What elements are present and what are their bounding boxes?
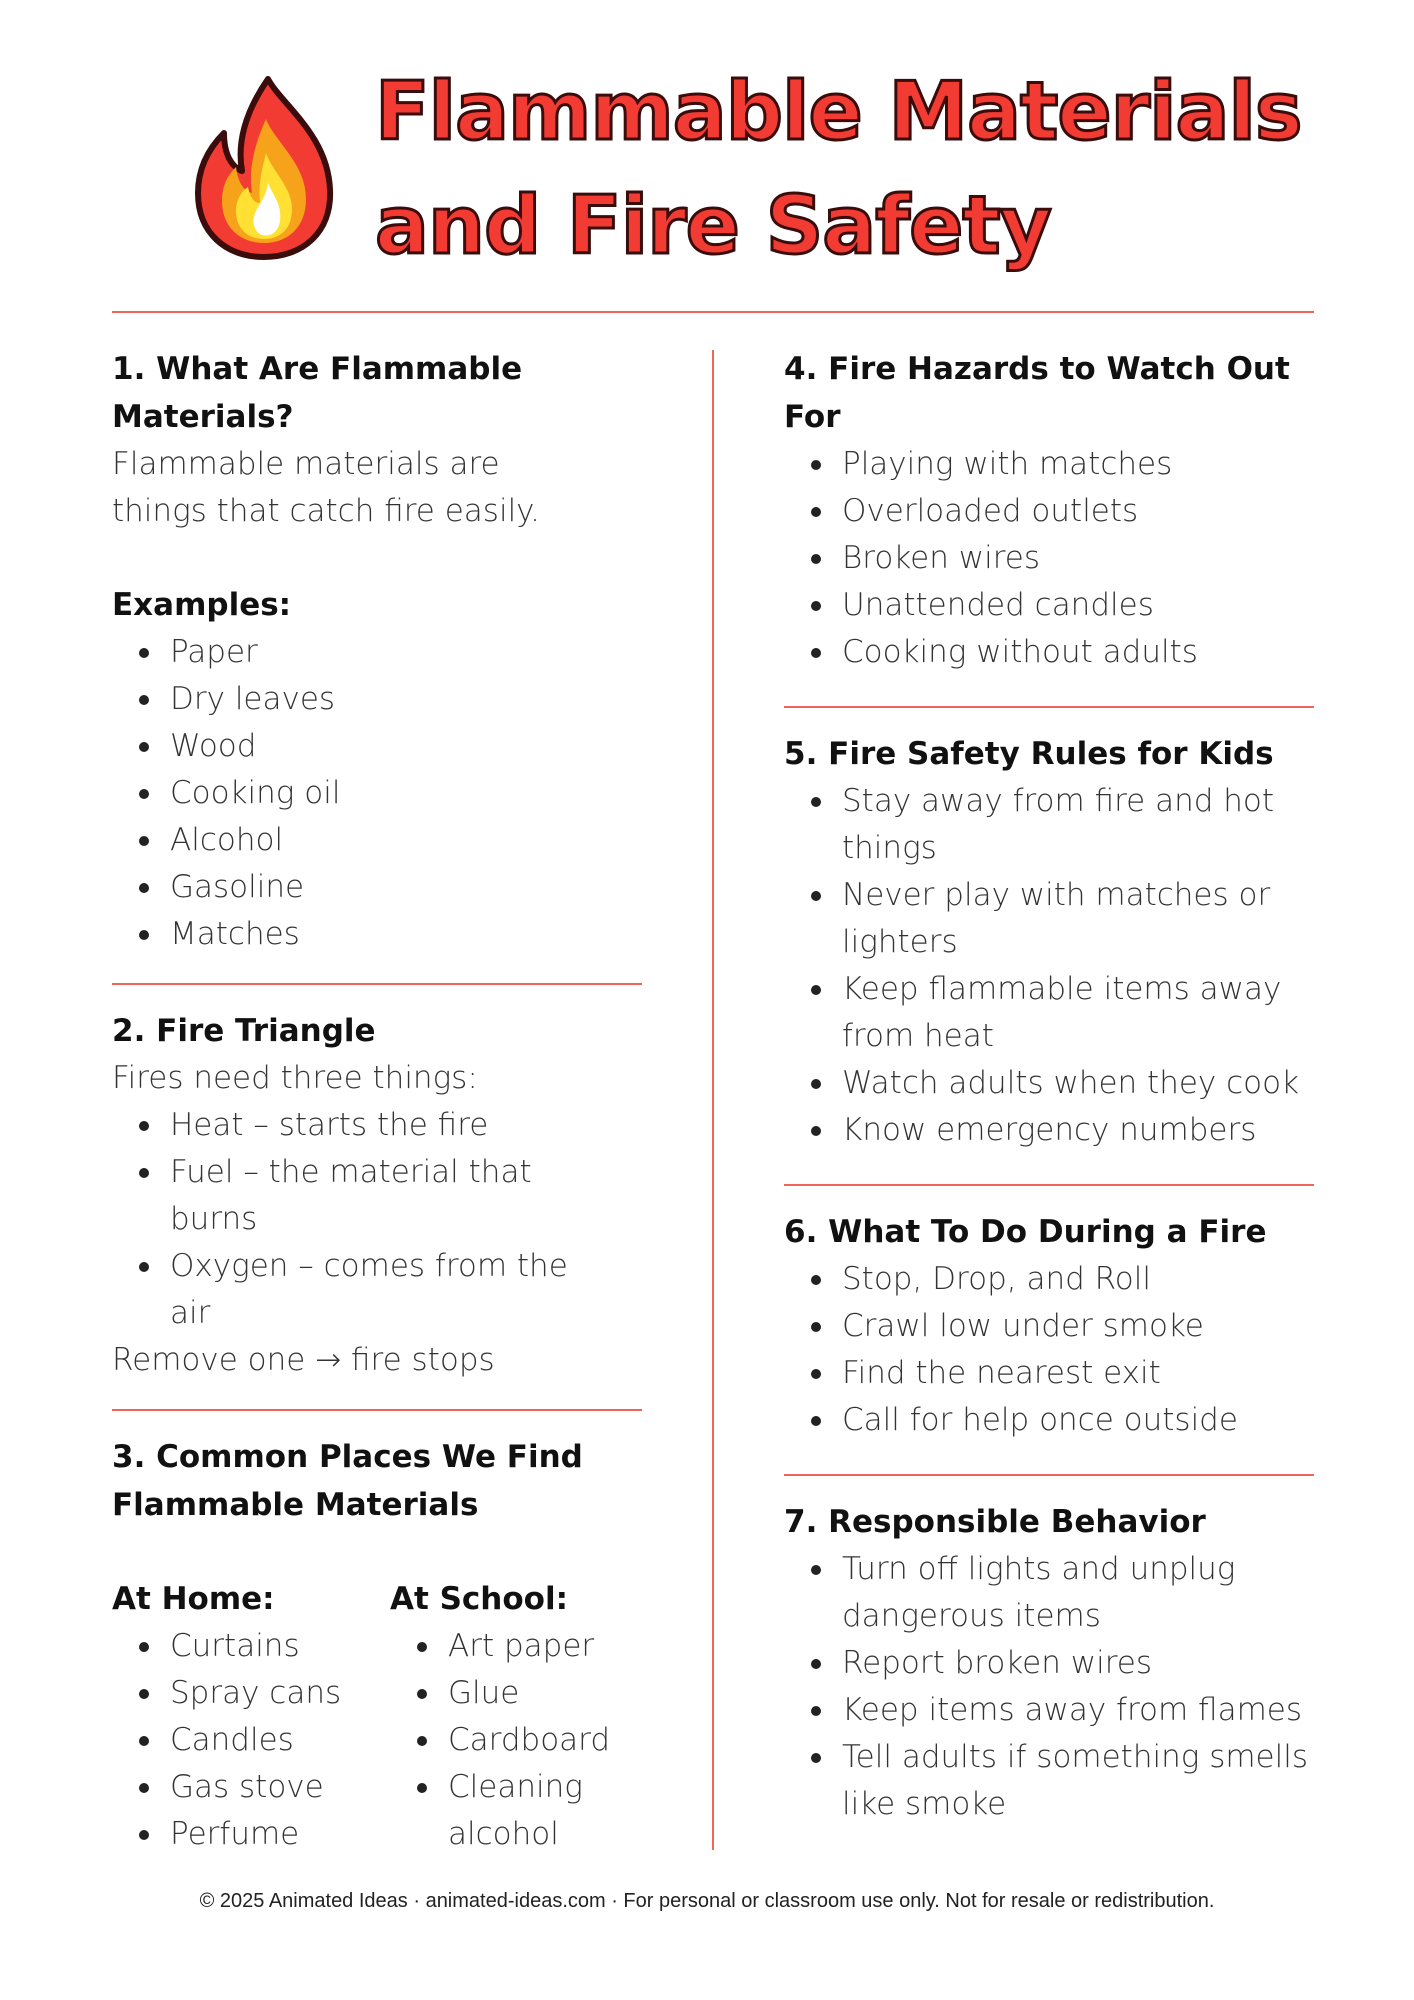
list-item: Cooking without adults xyxy=(842,629,1314,676)
section-during-fire xyxy=(784,1208,1314,1444)
behavior-list xyxy=(784,1546,1312,1828)
header xyxy=(190,55,1330,275)
at-school-label: At School: xyxy=(390,1581,568,1617)
list-item: Dry leaves xyxy=(170,676,642,723)
section-title: 2. Fire Triangle xyxy=(112,1013,376,1049)
section-divider xyxy=(784,1474,1314,1476)
section-text: Remove one → fire stops xyxy=(112,1342,495,1378)
at-home-column xyxy=(112,1576,390,1858)
section-divider xyxy=(112,1409,642,1411)
list-item: Overloaded outlets xyxy=(842,488,1314,535)
section-divider xyxy=(784,1184,1314,1186)
list-item: Spray cans xyxy=(170,1670,390,1717)
section-what-are-flammable xyxy=(112,345,642,958)
section-title: 4. Fire Hazards to Watch Out For xyxy=(784,351,1290,435)
footer-copyright: © 2025 Animated Ideas · animated-ideas.com · For personal or classroom use only. Not for resale or redistribution. xyxy=(199,1890,1215,1912)
list-item: Know emergency numbers xyxy=(842,1107,1312,1154)
list-item: Tell adults if something smells like smoke xyxy=(842,1734,1312,1828)
list-item: Playing with matches xyxy=(842,441,1314,488)
at-school-list xyxy=(390,1623,618,1858)
list-item: Paper xyxy=(170,629,642,676)
list-item: Gas stove xyxy=(170,1764,390,1811)
section-title: 5. Fire Safety Rules for Kids xyxy=(784,736,1274,772)
section-divider xyxy=(112,983,642,985)
list-item: Fuel – the material that burns xyxy=(170,1149,590,1243)
list-item: Candles xyxy=(170,1717,390,1764)
section-text: Fires need three things: xyxy=(112,1060,478,1096)
at-home-list xyxy=(112,1623,390,1858)
list-item: Report broken wires xyxy=(842,1640,1312,1687)
fire-icon xyxy=(190,75,340,260)
examples-label: Examples: xyxy=(112,587,292,623)
section-title: 7. Responsible Behavior xyxy=(784,1504,1206,1540)
list-item: Never play with matches or lighters xyxy=(842,872,1312,966)
list-item: Turn off lights and unplug dangerous items xyxy=(842,1546,1312,1640)
list-item: Cooking oil xyxy=(170,770,642,817)
list-item: Call for help once outside xyxy=(842,1397,1314,1444)
section-title: 3. Common Places We Find Flammable Materials xyxy=(112,1439,583,1523)
section-divider xyxy=(784,706,1314,708)
at-school-column xyxy=(390,1576,640,1858)
list-item: Matches xyxy=(170,911,642,958)
page-title xyxy=(375,55,1302,283)
section-fire-hazards xyxy=(784,345,1314,676)
list-item: Glue xyxy=(448,1670,618,1717)
section-common-places xyxy=(112,1433,642,1858)
section-fire-triangle xyxy=(112,1007,642,1384)
during-fire-list xyxy=(784,1256,1314,1444)
section-title: 1. What Are Flammable Materials? xyxy=(112,351,523,435)
right-column xyxy=(784,345,1314,1828)
at-home-label: At Home: xyxy=(112,1581,275,1617)
title-line-1: Flammable Materials xyxy=(375,65,1302,158)
list-item: Find the nearest exit xyxy=(842,1350,1314,1397)
section-text: Flammable materials are things that catch fire easily. xyxy=(112,446,540,529)
list-item: Keep flammable items away from heat xyxy=(842,966,1312,1060)
section-title: 6. What To Do During a Fire xyxy=(784,1214,1267,1250)
left-column xyxy=(112,345,642,1858)
examples-list xyxy=(112,629,642,958)
list-item: Perfume xyxy=(170,1811,390,1858)
list-item: Oxygen – comes from the air xyxy=(170,1243,590,1337)
list-item: Keep items away from flames xyxy=(842,1687,1312,1734)
list-item: Art paper xyxy=(448,1623,618,1670)
list-item: Unattended candles xyxy=(842,582,1314,629)
fire-triangle-list xyxy=(112,1102,590,1337)
list-item: Crawl low under smoke xyxy=(842,1303,1314,1350)
section-safety-rules xyxy=(784,730,1314,1154)
title-line-2: and Fire Safety xyxy=(375,179,1051,272)
hazards-list xyxy=(784,441,1314,676)
list-item: Heat – starts the fire xyxy=(170,1102,590,1149)
places-columns xyxy=(112,1576,642,1858)
list-item: Gasoline xyxy=(170,864,642,911)
list-item: Cleaning alcohol xyxy=(448,1764,618,1858)
column-divider xyxy=(712,350,714,1850)
list-item: Stay away from fire and hot things xyxy=(842,778,1312,872)
list-item: Wood xyxy=(170,723,642,770)
header-divider xyxy=(112,311,1314,313)
list-item: Curtains xyxy=(170,1623,390,1670)
list-item: Cardboard xyxy=(448,1717,618,1764)
list-item: Watch adults when they cook xyxy=(842,1060,1312,1107)
list-item: Stop, Drop, and Roll xyxy=(842,1256,1314,1303)
section-responsible-behavior xyxy=(784,1498,1314,1828)
list-item: Alcohol xyxy=(170,817,642,864)
safety-rules-list xyxy=(784,778,1312,1154)
list-item: Broken wires xyxy=(842,535,1314,582)
